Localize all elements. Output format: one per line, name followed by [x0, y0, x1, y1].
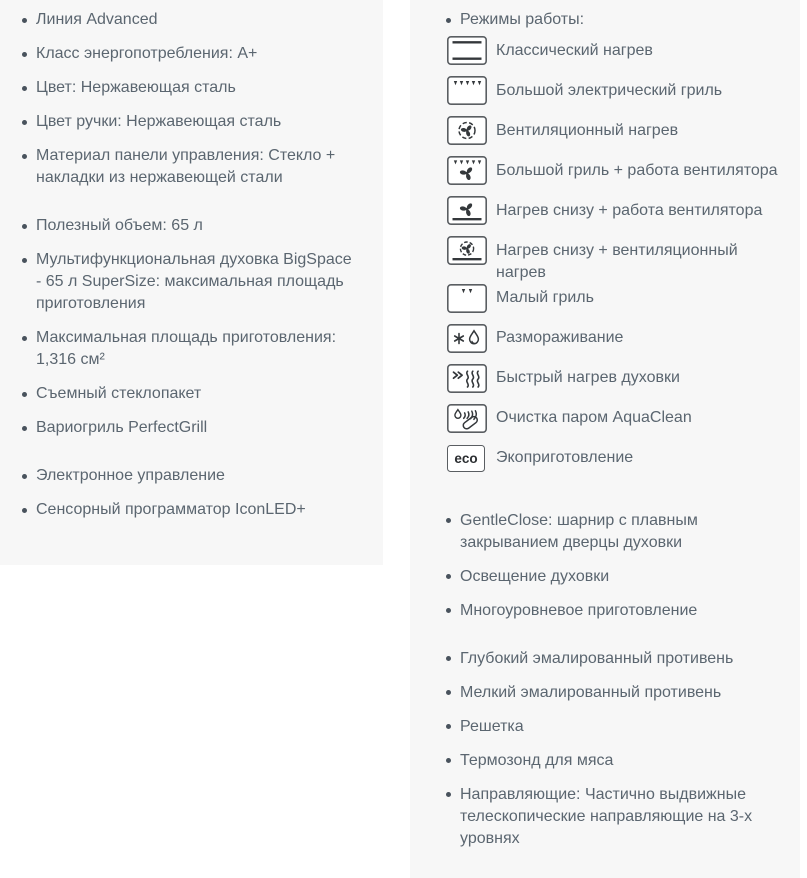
mode-row — [447, 404, 784, 444]
oven-modes-list — [447, 36, 784, 484]
mode-row — [447, 196, 784, 236]
mode-row — [447, 284, 784, 324]
mode-label: Нагрев снизу + работа вентилятора — [496, 201, 763, 219]
mode-label: Большой гриль + работа вентилятора — [496, 161, 778, 179]
modes-heading: Режимы работы: — [446, 9, 784, 31]
mode-label: Размораживание — [496, 329, 624, 346]
bottom-heat-fan-icon — [447, 196, 487, 225]
eco-icon: eco — [447, 445, 485, 472]
mode-row — [447, 364, 784, 404]
mode-label: Большой электрический гриль — [496, 81, 723, 99]
aquaclean-icon — [447, 404, 487, 433]
spec-item: GentleClose: шарнир с плавным закрыванием дверцы духовки — [446, 510, 784, 554]
mode-row — [447, 76, 784, 116]
mode-row — [447, 444, 784, 484]
spec-group-modes — [438, 9, 784, 484]
spec-item: Глубокий эмалированный противень — [446, 648, 784, 670]
spec-group-oven — [22, 215, 357, 439]
spec-item: Сенсорный программатор IconLED+ — [22, 499, 357, 521]
spec-item: Линия Advanced — [22, 9, 357, 31]
mode-label: Вентиляционный нагрев — [496, 121, 679, 139]
spec-item: Решетка — [446, 716, 784, 738]
mode-label: Очистка паром AquaClean — [496, 409, 692, 426]
mode-label: Экоприготовление — [496, 449, 634, 466]
spec-item: Максимальная площадь приготовления: 1,316 см² — [22, 327, 357, 371]
mode-label: Малый гриль — [496, 289, 594, 306]
mode-label: Классический нагрев — [496, 41, 653, 59]
spec-item: Мелкий эмалированный противень — [446, 682, 784, 704]
spec-item: Цвет: Нержавеющая сталь — [22, 77, 357, 99]
spec-item: Полезный объем: 65 л — [22, 215, 357, 237]
mode-row — [447, 156, 784, 196]
mode-label: Нагрев снизу + вентиляционный нагрев — [496, 241, 738, 281]
spec-panel-left — [0, 0, 383, 565]
spec-group-accessories — [438, 648, 784, 850]
spec-group-controls — [22, 465, 357, 521]
fast-preheat-icon — [447, 364, 487, 393]
fan-heat-icon — [447, 116, 487, 145]
spec-item: Класс энергопотребления: A+ — [22, 43, 357, 65]
spec-item: Термозонд для мяса — [446, 750, 784, 772]
small-grill-icon — [447, 284, 487, 313]
spec-group-general — [22, 9, 357, 189]
classic-heat-icon — [447, 36, 487, 65]
mode-row — [447, 324, 784, 364]
mode-label: Быстрый нагрев духовки — [496, 369, 680, 386]
spec-group-features — [438, 510, 784, 622]
spec-item: Цвет ручки: Нержавеющая сталь — [22, 111, 357, 133]
spec-item: Освещение духовки — [446, 566, 784, 588]
spec-item: Электронное управление — [22, 465, 357, 487]
large-grill-fan-icon — [447, 156, 487, 185]
large-grill-icon — [447, 76, 487, 105]
mode-row — [447, 236, 784, 284]
spec-item: Направляющие: Частично выдвижные телескопические направляющие на 3-х уровнях — [446, 784, 784, 850]
mode-row — [447, 116, 784, 156]
spec-item: Мультифункциональная духовка BigSpace - 65 л SuperSize: максимальная площадь приготовления — [22, 249, 357, 315]
spec-panel-right — [410, 0, 800, 878]
spec-item: Съемный стеклопакет — [22, 383, 357, 405]
spec-item: Материал панели управления: Стекло + накладки из нержавеющей стали — [22, 145, 357, 189]
defrost-icon — [447, 324, 487, 353]
spec-item: Вариогриль PerfectGrill — [22, 417, 357, 439]
bottom-heat-fan-circle-icon — [447, 236, 487, 265]
spec-item: Многоуровневое приготовление — [446, 600, 784, 622]
mode-row — [447, 36, 784, 76]
